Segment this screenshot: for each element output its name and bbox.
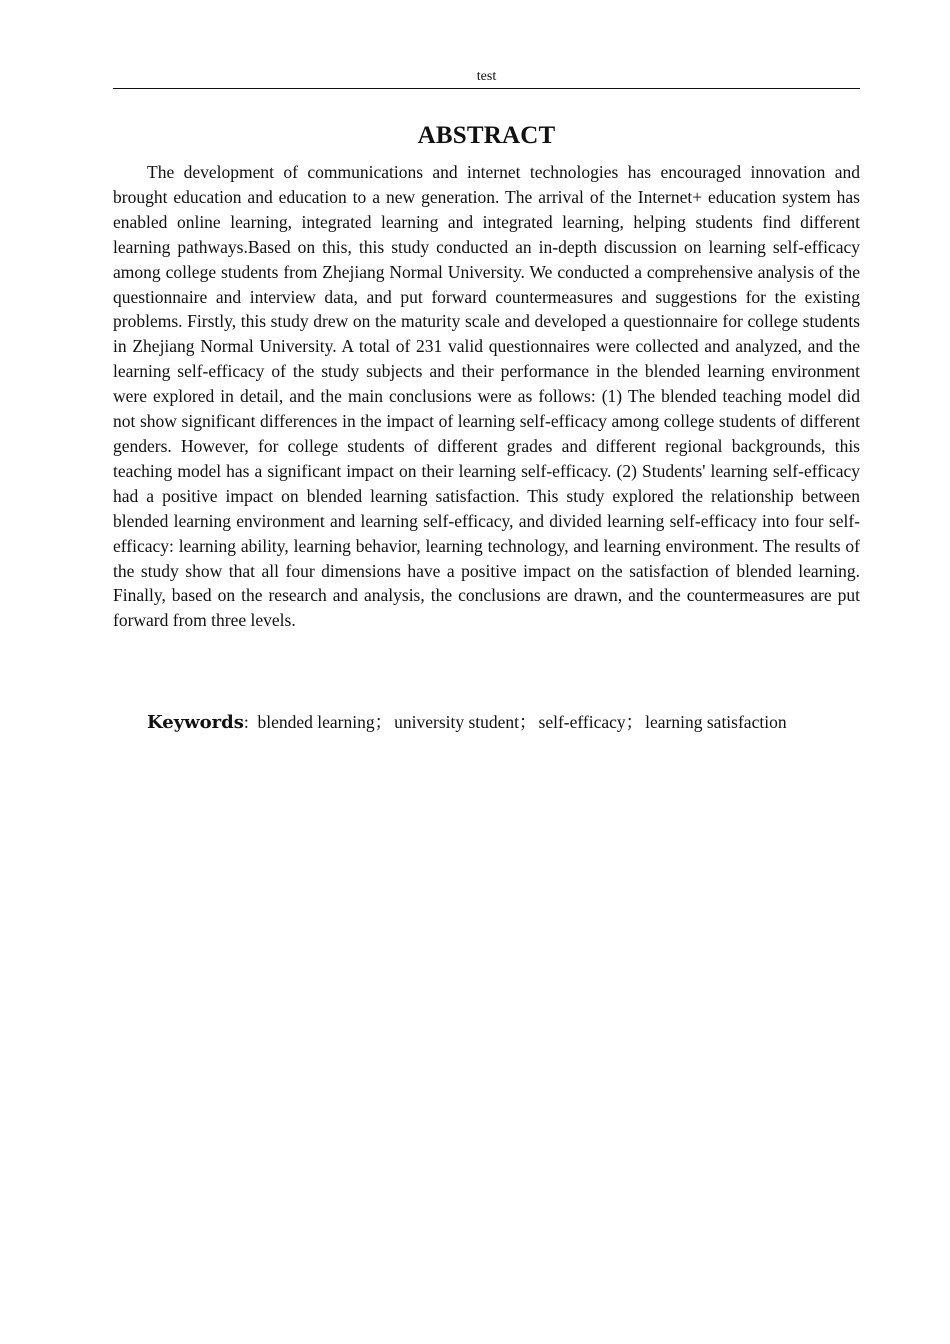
keyword-separator: ； [519, 712, 537, 733]
keywords-line [113, 710, 860, 735]
keyword-item: self-efficacy [538, 712, 626, 733]
abstract-body: The development of communications and internet technologies has encouraged innovation and brought education and education to a new generation. The arrival of the Internet+ education system has enabled online learning, integrated learning and integrated learning, helping students find different learning pathways.Based on this, this study conducted an in-depth discussion on learning self-efficacy among college students from Zhejiang Normal University. We conducted a comprehensive analysis of the questionnaire and interview data, and put forward countermeasures and suggestions for the existing problems. Firstly, this study drew on the maturity scale and developed a questionnaire for college students in Zhejiang Normal University. A total of 231 valid questionnaires were collected and analyzed, and the learning self-efficacy of the study subjects and their performance in the blended learning environment were explored in detail, and the main conclusions were as follows: (1) The blended teaching model did not show significant differences in the impact of learning self-efficacy among college students of different genders. However, for college students of different grades and different regional backgrounds, this teaching model has a significant impact on their learning self-efficacy. (2) Students' learning self-efficacy had a positive impact on blended learning satisfaction. This study explored the relationship between blended learning environment and learning self-efficacy, and divided learning self-efficacy into four self-efficacy: learning ability, learning behavior, learning technology, and learning environment. The results of the study show that all four dimensions have a positive impact on the satisfaction of blended learning. Finally, based on the research and analysis, the conclusions are drawn, and the countermeasures are put forward from three levels. [113, 162, 860, 631]
keywords-label: Keywords [147, 712, 244, 734]
keyword-item: learning satisfaction [645, 712, 787, 733]
keyword-separator: ； [374, 712, 393, 733]
keyword-separator: ； [625, 712, 644, 733]
keyword-item: university student [394, 712, 520, 733]
page [113, 0, 860, 735]
running-header-title: test [476, 69, 497, 84]
abstract-title: ABSTRACT [417, 122, 556, 149]
keywords-colon: : [243, 712, 249, 733]
running-header [113, 69, 860, 89]
keyword-item: blended learning [257, 712, 375, 733]
